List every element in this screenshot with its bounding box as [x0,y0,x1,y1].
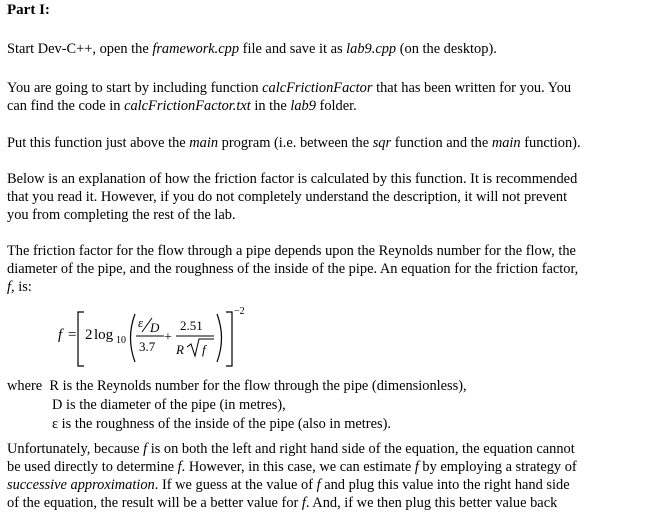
paragraph-start: Start Dev-C++, open the framework.cpp file and save it as lab9.cpp (on the desktop). [7,41,497,57]
paragraph-friction-line3: f, is: [7,279,32,295]
eq-r: R [176,342,184,357]
eq-coef: 2 [85,327,93,343]
section-heading: Part I: [7,2,50,18]
paragraph-friction-line2: diameter of the pipe, and the roughness of the inside of the pipe. An equation for the friction factor, [7,261,579,277]
eq-log-base: 10 [116,335,126,346]
left-bracket [78,312,84,366]
sqrt-sign [187,339,214,356]
eq-epsilon: ε [138,315,144,330]
paragraph-approx-line2: be used directly to determine f. However, in this case, we can estimate f by employing a strategy of [7,459,577,475]
right-paren [217,314,222,362]
definition-d: D is the diameter of the pipe (in metres), [52,397,286,413]
left-paren [131,314,136,362]
definition-r: where R is the Reynolds number for the flow through the pipe (dimensionless), [7,378,467,394]
eq-den1: 3.7 [139,339,156,354]
eq-lhs: f [58,327,63,343]
paragraph-approx-line3: successive approximation. If we guess at the value of f and plug this value into the right hand side [7,477,570,493]
eq-plus: + [164,330,172,345]
eq-sqrt-f: f [202,342,206,357]
paragraph-placement: Put this function just above the main program (i.e. between the sqr function and the main function). [7,135,581,151]
paragraph-approx-line4: of the equation, the result will be a better value for f. And, if we then plug this better value back [7,495,558,511]
eq-log: log [94,327,114,343]
paragraph-explanation-line3: you from completing the rest of the lab. [7,207,236,223]
right-bracket [226,312,232,366]
definition-epsilon: ε is the roughness of the inside of the pipe (also in metres). [52,416,391,432]
variable-definitions [7,377,467,434]
eq-exponent: −2 [234,306,245,317]
paragraph-approx-line1: Unfortunately, because f is on both the left and right hand side of the equation, the equation cannot [7,441,575,457]
paragraph-explanation-line2: that you read it. However, if you do not completely understand the description, it will not prevent [7,189,568,205]
friction-factor-equation [54,300,264,370]
paragraph-friction-line1: The friction factor for the flow through a pipe depends upon the Reynolds number for the flow, the [7,243,576,259]
paragraph-explanation-line1: Below is an explanation of how the friction factor is calculated by this function. It is recommended [7,171,578,187]
eq-d: D [150,320,160,335]
eq-equals: = [68,327,77,343]
eq-num2: 2.51 [180,318,203,333]
paragraph-include-line1: You are going to start by including function calcFrictionFactor that has been written for you. You [7,80,572,96]
paragraph-include-line2: can find the code in calcFrictionFactor.txt in the lab9 folder. [7,98,357,114]
